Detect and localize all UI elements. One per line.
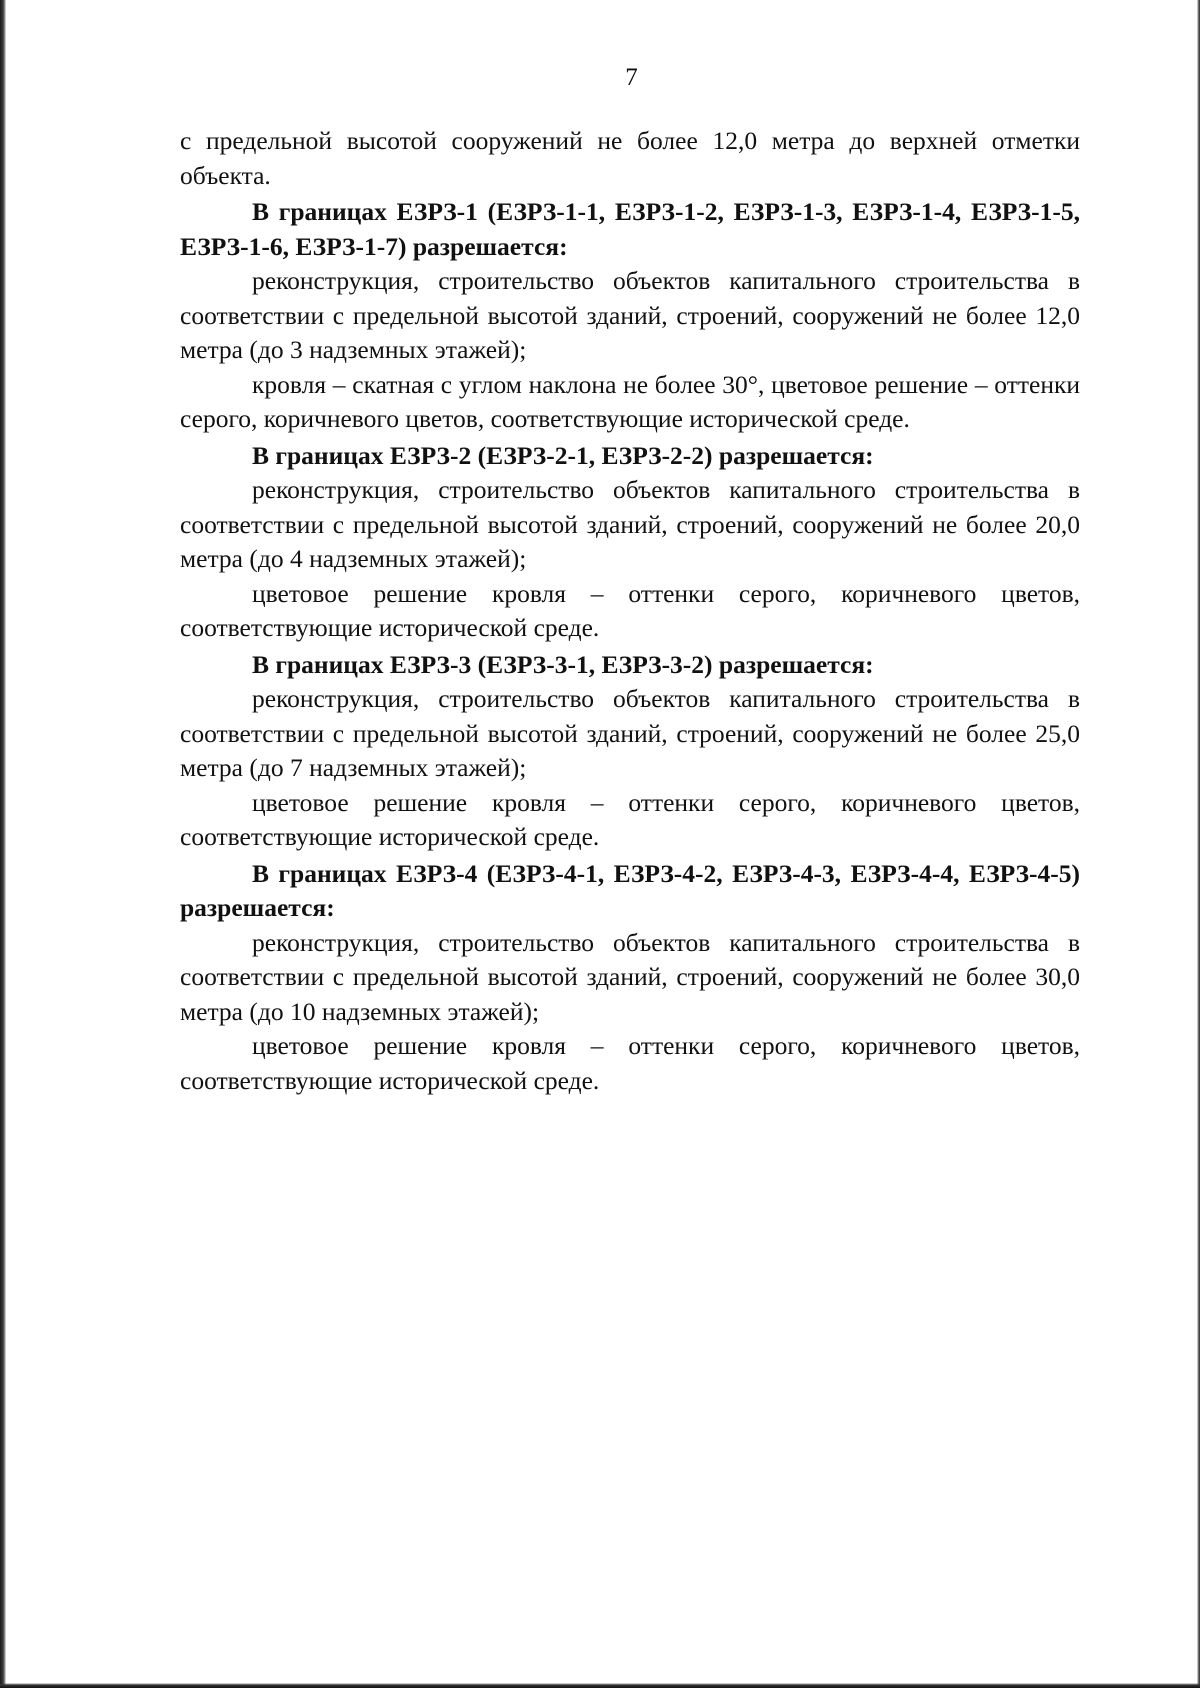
paragraph-ezrz-2-construction: реконструкция, строительство объектов капитального строительства в соответствии с предельной высотой зданий, строений, сооружений не более 20,0 метра (до 4 надземных этажей); (180, 475, 1080, 573)
paragraph-ezrz-1-construction: реконструкция, строительство объектов капитального строительства в соответствии с предельной высотой зданий, строений, сооружений не более 12,0 метра (до 3 надземных этажей); (180, 266, 1080, 364)
paragraph-ezrz-3-roof: цветовое решение кровля – оттенки серого, коричневого цветов, соответствующие исторической среде. (180, 787, 1080, 851)
paragraph-ezrz-1-roof: кровля – скатная с углом наклона не более 30°, цветовое решение – оттенки серого, коричневого цветов, соответствующие исторической среде. (180, 369, 1080, 433)
scan-edge-bottom (0, 1683, 1200, 1688)
section-heading-ezrz-1: В границах ЕЗРЗ-1 (ЕЗРЗ-1-1, ЕЗРЗ-1-2, ЕЗРЗ-1-3, ЕЗРЗ-1-4, ЕЗРЗ-1-5, ЕЗРЗ-1-6, ЕЗРЗ-1-7) разрешается: (180, 197, 1080, 261)
document-body (180, 124, 1080, 1098)
paragraph-ezrz-3-construction: реконструкция, строительство объектов капитального строительства в соответствии с предельной высотой зданий, строений, сооружений не более 25,0 метра (до 7 надземных этажей); (180, 684, 1080, 782)
paragraph-ezrz-4-roof: цветовое решение кровля – оттенки серого, коричневого цветов, соответствующие исторической среде. (180, 1031, 1080, 1095)
paragraph-continuation: с предельной высотой сооружений не более 12,0 метра до верхней отметки объекта. (180, 126, 1080, 190)
section-heading-ezrz-3: В границах ЕЗРЗ-3 (ЕЗРЗ-3-1, ЕЗРЗ-3-2) разрешается: (252, 649, 874, 679)
paragraph-ezrz-2-roof: цветовое решение кровля – оттенки серого, коричневого цветов, соответствующие исторической среде. (180, 578, 1080, 642)
page-number: 7 (625, 64, 638, 91)
paragraph-ezrz-4-construction: реконструкция, строительство объектов капитального строительства в соответствии с предельной высотой зданий, строений, сооружений не более 30,0 метра (до 10 надземных этажей); (180, 927, 1080, 1026)
section-heading-ezrz-4: В границах ЕЗРЗ-4 (ЕЗРЗ-4-1, ЕЗРЗ-4-2, ЕЗРЗ-4-3, ЕЗРЗ-4-4, ЕЗРЗ-4-5) разрешается: (180, 858, 1080, 922)
section-heading-ezrz-2: В границах ЕЗРЗ-2 (ЕЗРЗ-2-1, ЕЗРЗ-2-2) разрешается: (252, 440, 874, 470)
scan-edge-left (0, 0, 6, 1688)
